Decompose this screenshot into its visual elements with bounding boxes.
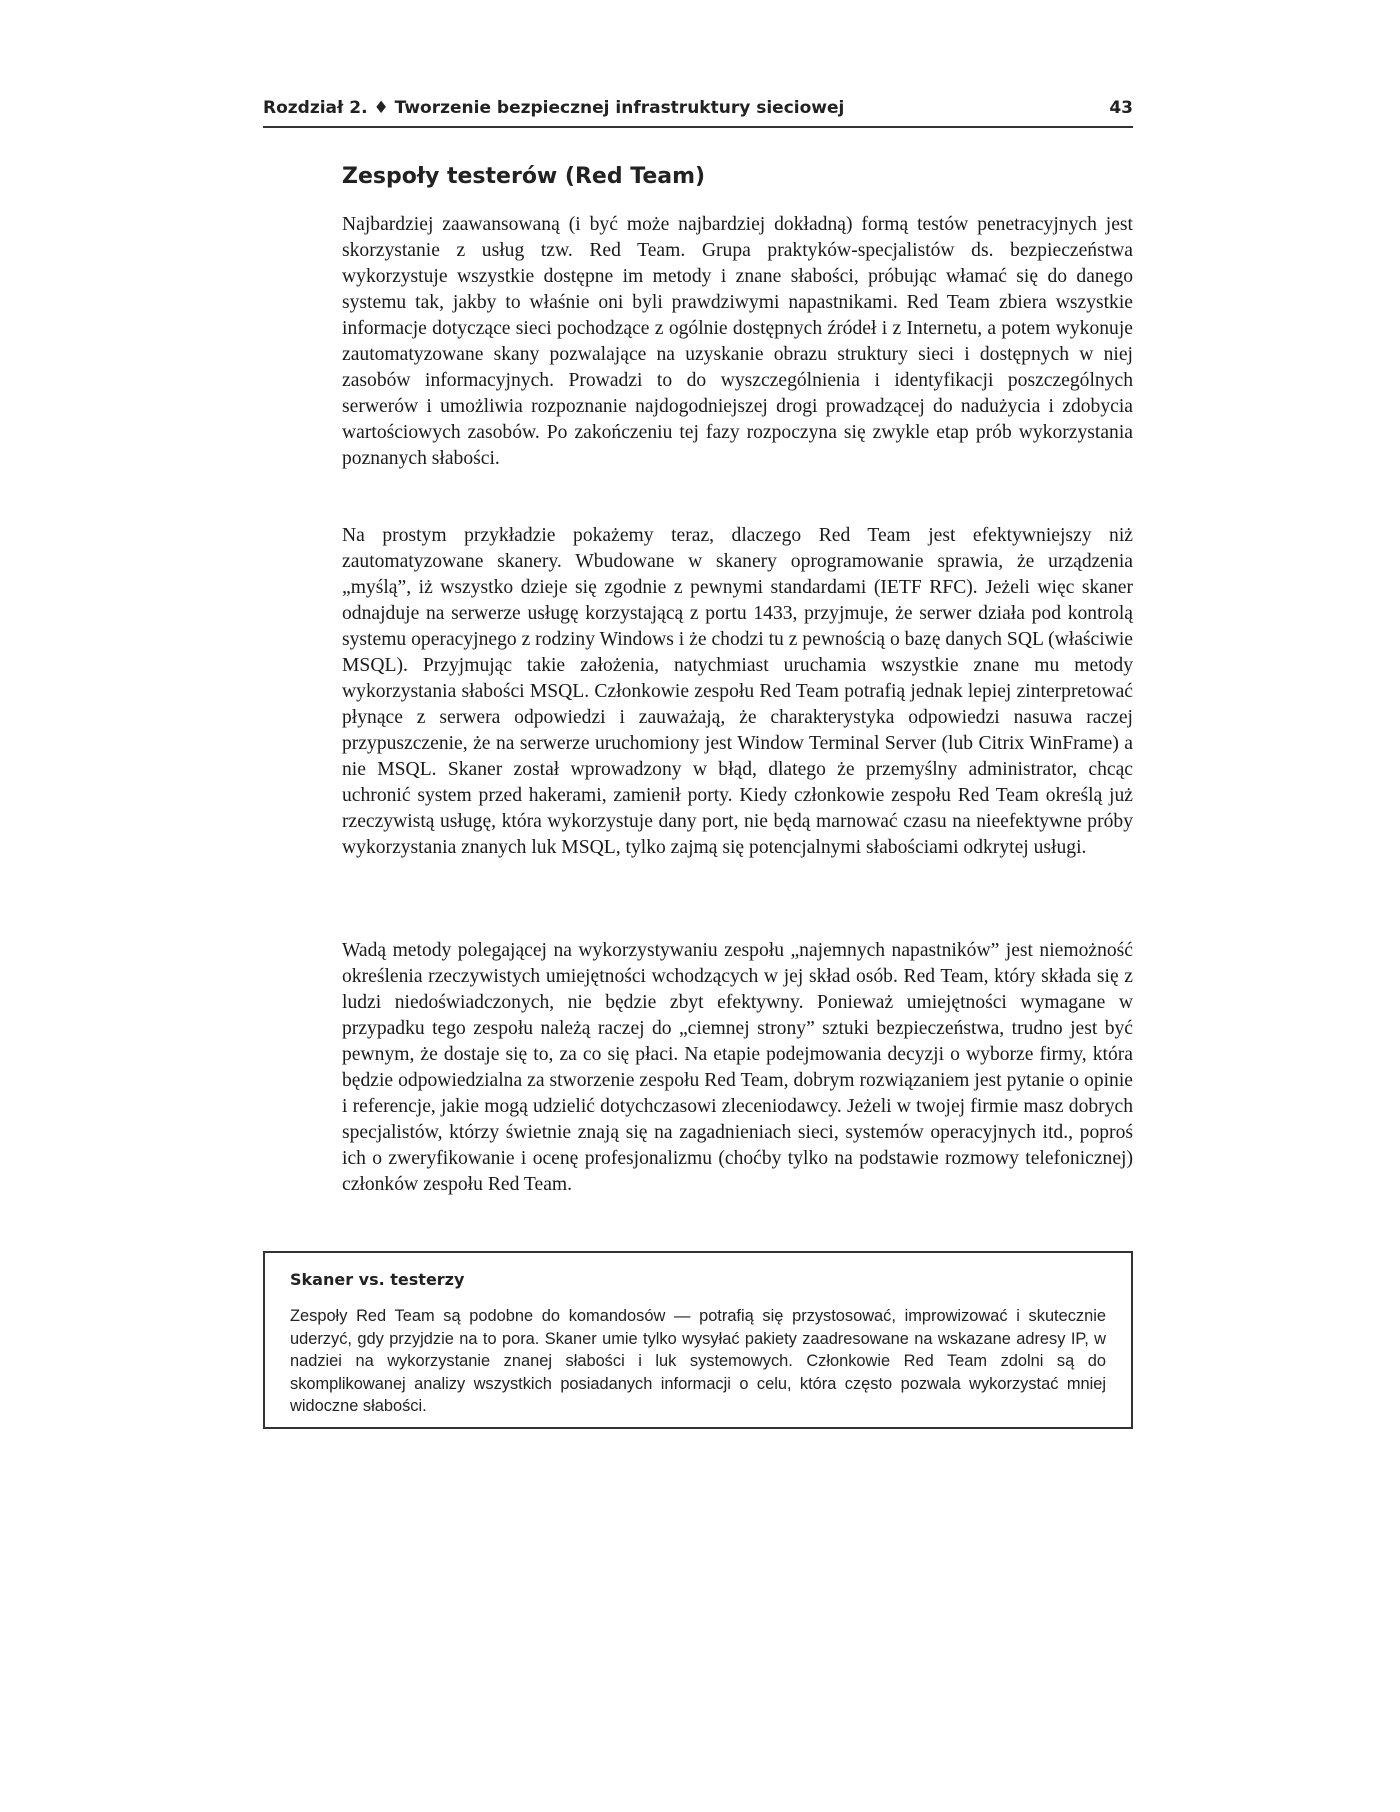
sidebar-box	[263, 1251, 1133, 1429]
section-heading: Zespoły testerów (Red Team)	[342, 164, 706, 189]
header-rule	[263, 126, 1133, 128]
sidebar-title: Skaner vs. testerzy	[290, 1270, 465, 1289]
chapter-title: Rozdział 2. ♦ Tworzenie bezpiecznej infrastruktury sieciowej	[263, 98, 845, 118]
body-paragraph-1: Najbardziej zaawansowaną (i być może najbardziej dokładną) formą testów penetracyjnych jest skorzystanie z usług tzw. Red Team. Grupa praktyków-specjalistów ds. bezpieczeństwa wykorzystuje wszystkie dostępne im metody i znane słabości, próbując włamać się do danego systemu tak, jakby to właśnie oni byli prawdziwymi napastnikami. Red Team zbiera wszystkie informacje dotyczące sieci pochodzące z ogólnie dostępnych źródeł i z Internetu, a potem wykonuje zautomatyzowane skany pozwalające na uzyskanie obrazu struktury sieci i dostępnych w niej zasobów informacyjnych. Prowadzi to do wyszczególnienia i identyfikacji poszczególnych serwerów i umożliwia rozpoznanie najdogodniejszej drogi prowadzącej do nadużycia i zdobycia wartościowych zasobów. Po zakończeniu tej fazy rozpoczyna się zwykle etap prób wykorzystania poznanych słabości.	[342, 214, 1133, 469]
body-paragraph-2: Na prostym przykładzie pokażemy teraz, dlaczego Red Team jest efektywniejszy niż zautomatyzowane skanery. Wbudowane w skanery oprogramowanie sprawia, że urządzenia „myślą”, iż wszystko dzieje się zgodnie z pewnymi standardami (IETF RFC). Jeżeli więc skaner odnajduje na serwerze usługę korzystającą z portu 1433, przyjmuje, że serwer działa pod kontrolą systemu operacyjnego z rodziny Windows i że chodzi tu z pewnością o bazę danych SQL (właściwie MSQL). Przyjmując takie założenia, natychmiast uruchamia wszystkie znane mu metody wykorzystania słabości MSQL. Członkowie zespołu Red Team potrafią jednak lepiej zinterpretować płynące z serwera odpowiedzi i zauważają, że charakterystyka odpowiedzi nasuwa raczej przypuszczenie, że na serwerze uruchomiony jest Window Terminal Server (lub Citrix WinFrame) a nie MSQL. Skaner został wprowadzony w błąd, dlatego że przemyślny administrator, chcąc uchronić system przed hakerami, zamienił porty. Kiedy członkowie zespołu Red Team określą już rzeczywistą usługę, która wykorzystuje dany port, nie będą marnować czasu na nieefektywne próby wykorzystania znanych luk MSQL, tylko zajmą się potencjalnymi słabościami odkrytej usługi.	[342, 525, 1133, 858]
running-header	[263, 98, 1133, 128]
page-number: 43	[1109, 98, 1133, 118]
body-paragraph-3: Wadą metody polegającej na wykorzystywaniu zespołu „najemnych napastników” jest niemożność określenia rzeczywistych umiejętności wchodzących w jej skład osób. Red Team, który składa się z ludzi niedoświadczonych, nie będzie zbyt efektywny. Ponieważ umiejętności wymagane w przypadku tego zespołu należą raczej do „ciemnej strony” sztuki bezpieczeństwa, trudno jest być pewnym, że dostaje się to, za co się płaci. Na etapie podejmowania decyzji o wyborze firmy, która będzie odpowiedzialna za stworzenie zespołu Red Team, dobrym rozwiązaniem jest pytanie o opinie i referencje, jakie mogą udzielić dotychczasowi zleceniodawcy. Jeżeli w twojej firmie masz dobrych specjalistów, którzy świetnie znają się na zagadnieniach sieci, systemów operacyjnych itd., poproś ich o zweryfikowanie i ocenę profesjonalizmu (choćby tylko na podstawie rozmowy telefonicznej) członków zespołu Red Team.	[342, 940, 1133, 1195]
sidebar-text: Zespoły Red Team są podobne do komandosów — potrafią się przystosować, improwizować i skutecznie uderzyć, gdy przyjdzie na to pora. Skaner umie tylko wysyłać pakiety zaadresowane na wskazane adresy IP, w nadziei na wykorzystanie znanej słabości i luk systemowych. Członkowie Red Team zdolni są do skomplikowanej analizy wszystkich posiadanych informacji o celu, która często pozwala wykorzystać mniej widoczne słabości.	[290, 1307, 1106, 1415]
